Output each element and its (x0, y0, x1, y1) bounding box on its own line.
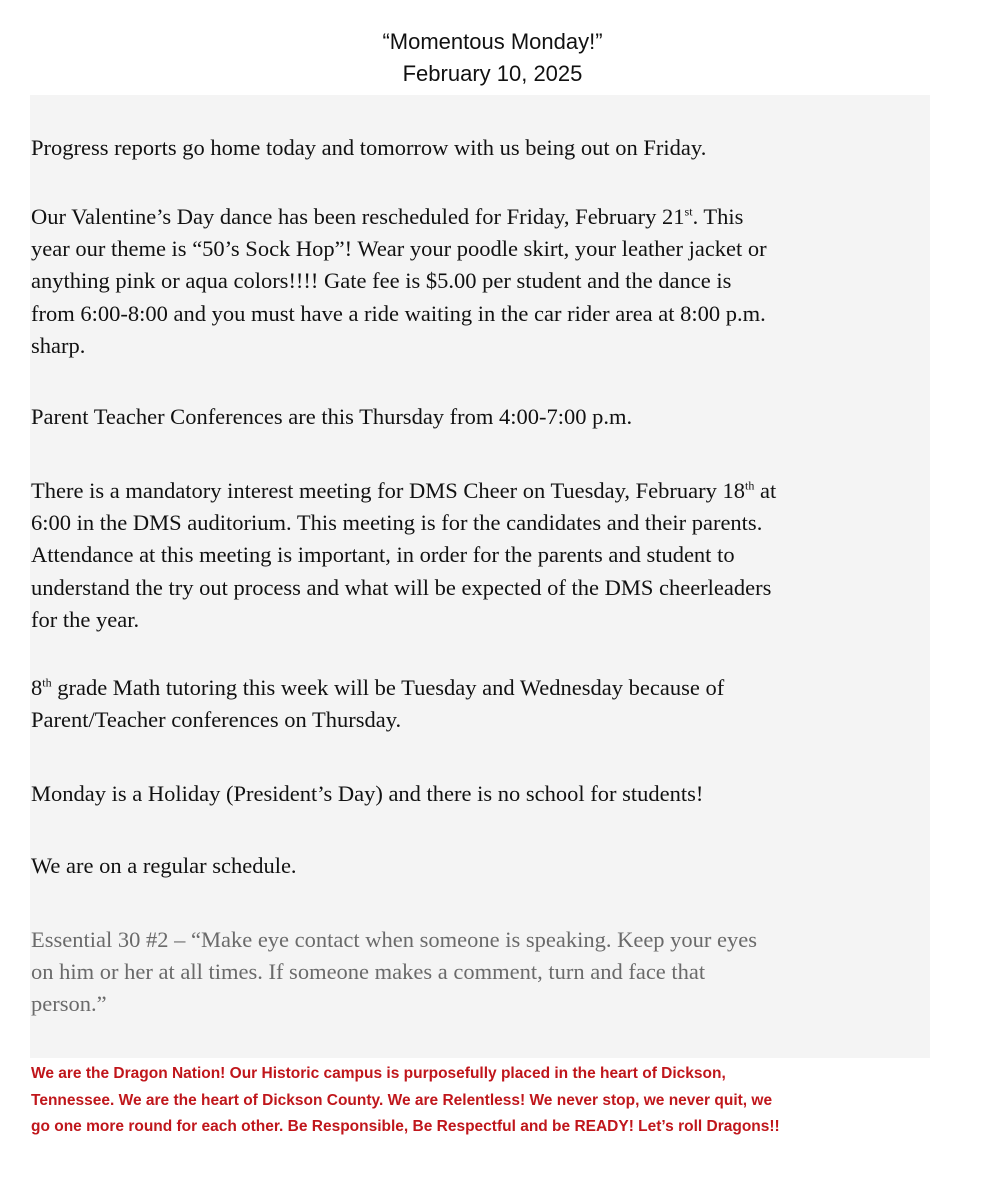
page-date: February 10, 2025 (402, 61, 583, 86)
dance-line-1-text: Our Valentine’s Day dance has been rescheduled for Friday, February 21 (31, 204, 685, 229)
holiday-line-1: Monday is a Holiday (President’s Day) and there is no school for students! (31, 781, 704, 806)
cheer-line-1 (31, 475, 926, 507)
cheer-line-5: for the year. (31, 606, 140, 632)
dance-line-5: sharp. (31, 332, 86, 358)
tutoring-line-1-grade: 8 (31, 675, 43, 700)
footer-line-2: Tennessee. We are the heart of Dickson County. We are Relentless! We never stop, we never quit, we (31, 1091, 773, 1109)
dragon-nation-footer (31, 1061, 971, 1141)
page-title: “Momentous Monday!” (382, 29, 603, 54)
tutoring-paragraph (31, 672, 926, 736)
essential-line-1: Essential 30 #2 – “Make eye contact when someone is speaking. Keep your eyes (31, 927, 758, 952)
cheer-line-1-text: There is a mandatory interest meeting for DMS Cheer on Tuesday, February 18 (31, 478, 746, 503)
dance-line-3: anything pink or aqua colors!!!! Gate fee is $5.00 per student and the dance is (31, 268, 732, 294)
tutoring-line-1-text: grade Math tutoring this week will be Tuesday and Wednesday because of (51, 675, 725, 700)
tutoring-ordinal-suffix: th (42, 675, 52, 690)
conferences-paragraph (31, 401, 926, 433)
cheer-paragraph (31, 475, 926, 636)
dance-line-1 (31, 201, 926, 233)
footer-line-1: We are the Dragon Nation! Our Historic campus is purposefully placed in the heart of Dickson, (31, 1065, 726, 1082)
dance-line-2: year our theme is “50’s Sock Hop”! Wear your poodle skirt, your leather jacket or (31, 236, 767, 262)
conferences-line-1: Parent Teacher Conferences are this Thursday from 4:00-7:00 p.m. (31, 404, 633, 429)
progress-line-1: Progress reports go home today and tomorrow with us being out on Friday. (31, 135, 707, 160)
holiday-paragraph (31, 778, 926, 810)
footer-line-3: go one more round for each other. Be Responsible, Be Respectful and be READY! Let’s roll Dragons!! (31, 1118, 780, 1135)
dance-line-4: from 6:00-8:00 and you must have a ride waiting in the car rider area at 8:00 p.m. (31, 300, 766, 326)
cheer-line-3: Attendance at this meeting is important, in order for the parents and student to (31, 542, 735, 568)
essential-line-2: on him or her at all times. If someone makes a comment, turn and face that (31, 959, 706, 985)
cheer-line-2: 6:00 in the DMS auditorium. This meeting is for the candidates and their parents. (31, 510, 763, 536)
cheer-line-4: understand the try out process and what will be expected of the DMS cheerleaders (31, 574, 772, 600)
dance-ordinal-suffix: st (684, 204, 693, 219)
schedule-line-1: We are on a regular schedule. (31, 853, 297, 878)
cheer-ordinal-suffix: th (745, 478, 755, 493)
progress-reports-paragraph (31, 132, 926, 164)
essential-line-3: person.” (31, 991, 107, 1017)
tutoring-line-2: Parent/Teacher conferences on Thursday. (31, 707, 402, 733)
essential-paragraph (31, 924, 926, 1021)
dance-paragraph (31, 201, 926, 362)
schedule-paragraph (31, 850, 926, 882)
dance-line-1-end: . This (692, 204, 744, 229)
tutoring-line-1 (31, 672, 926, 704)
cheer-line-1-end: at (754, 478, 777, 503)
